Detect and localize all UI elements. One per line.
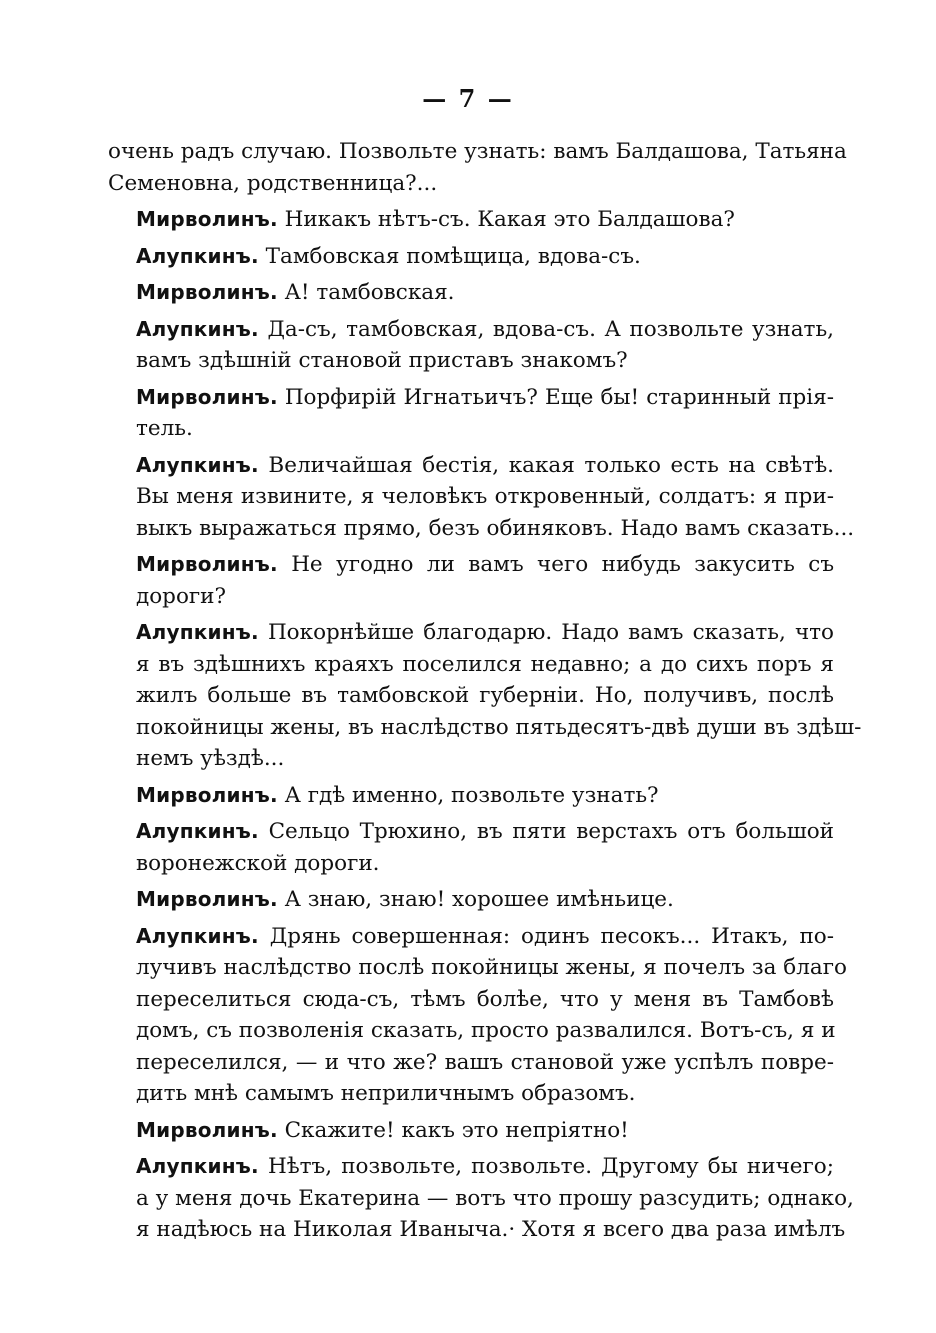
line-text: Вы меня извините, я человѣкъ откровенный, солдатъ: я при-: [136, 484, 834, 509]
line-text: очень радъ случаю. Позвольте узнать: вамъ Балдашова, Татьяна: [108, 139, 847, 164]
text-line: [108, 921, 834, 953]
text-line: [108, 884, 834, 916]
speaker-name: Алупкинъ.: [136, 316, 259, 341]
text-line: [108, 581, 834, 613]
text-line: [108, 780, 834, 812]
line-text: немъ уѣздѣ...: [136, 746, 285, 771]
line-text: Величайшая бестія, какая только есть на свѣтѣ.: [268, 452, 834, 478]
line-text: домъ, съ позволенія сказать, просто развалился. Вотъ-съ, я и: [136, 1018, 836, 1043]
line-text: Да-съ, тамбовская, вдова-съ. А позвольте узнать,: [267, 316, 834, 342]
line-text: Скажите! какъ это непріятно!: [284, 1117, 629, 1143]
line-text: я надѣюсь на Николая Иваныча.· Хотя я всего два раза имѣлъ: [136, 1217, 846, 1242]
text-line: [108, 984, 834, 1016]
text-line: [108, 481, 834, 513]
line-text: Никакъ нѣтъ-съ. Какая это Балдашова?: [284, 207, 735, 232]
text-line: [108, 314, 834, 346]
line-text: вамъ здѣшній становой приставъ знакомъ?: [136, 348, 628, 373]
line-text: Покорнѣйше благодарю. Надо вамъ сказать, что: [267, 620, 835, 645]
text-line: [108, 1214, 846, 1246]
line-text: Порфирій Игнатьичъ? Еще бы! старинный прія-: [284, 384, 834, 410]
text-line: [108, 345, 834, 377]
text-line: [108, 1047, 834, 1079]
text-line: [108, 712, 862, 744]
page-text: [108, 136, 862, 1251]
speaker-name: Алупкинъ.: [136, 620, 259, 644]
line-text: воронежской дороги.: [136, 850, 380, 876]
text-line: [108, 680, 834, 712]
text-line: [108, 848, 834, 880]
speaker-name: Мирволинъ.: [136, 384, 278, 409]
speaker-name: Алупкинъ.: [136, 1154, 259, 1178]
line-text: тель.: [136, 416, 193, 441]
text-line: [108, 952, 847, 984]
line-text: переселиться сюда-съ, тѣмъ болѣе, что у меня въ Тамбовѣ: [136, 986, 834, 1012]
line-text: дороги?: [136, 583, 227, 609]
dialogue-paragraph: [108, 780, 834, 812]
speaker-name: Алупкинъ.: [136, 243, 259, 268]
line-text: дить мнѣ самымъ неприличнымъ образомъ.: [136, 1081, 636, 1106]
line-text: я въ здѣшнихъ краяхъ поселился недавно; а до сихъ поръ я: [136, 651, 834, 677]
dialogue-paragraph: [108, 549, 834, 612]
dialogue-paragraph: [108, 816, 834, 879]
dialogue-paragraph: [108, 921, 847, 1110]
text-line: [108, 1015, 834, 1047]
dialogue-paragraph: [108, 450, 855, 545]
text-line: [108, 1151, 834, 1183]
speaker-name: Мирволинъ.: [136, 207, 278, 231]
speaker-name: Алупкинъ.: [136, 923, 259, 948]
text-line: [108, 413, 834, 445]
line-text: А знаю, знаю! хорошее имѣньице.: [284, 887, 674, 912]
line-text: Нѣтъ, позвольте, позвольте. Другому бы ничего;: [267, 1154, 834, 1179]
line-text: выкъ выражаться прямо, безъ обиняковъ. Надо вамъ сказать...: [136, 515, 855, 541]
line-text: А! тамбовская.: [284, 280, 455, 305]
text-line: [108, 816, 834, 848]
dialogue-paragraph: [108, 617, 862, 775]
line-text: А гдѣ именно, позвольте узнать?: [284, 782, 659, 808]
line-text: а у меня дочь Екатерина — вотъ что прошу разсудить; однако,: [136, 1185, 854, 1211]
dialogue-paragraph: [108, 382, 834, 445]
dialogue-paragraph: [108, 314, 834, 377]
text-line: [108, 136, 847, 168]
text-line: [108, 450, 834, 482]
text-line: [108, 277, 834, 309]
text-line: [108, 1078, 834, 1110]
line-text: Дрянь совершенная: одинъ песокъ... Итакъ, по-: [269, 923, 834, 949]
dialogue-paragraph: [108, 1151, 854, 1246]
speaker-name: Мирволинъ.: [136, 280, 278, 304]
speaker-name: Мирволинъ.: [136, 887, 278, 911]
line-text: Сельцо Трюхино, въ пяти верстахъ отъ большой: [268, 819, 834, 844]
line-text: покойницы жены, въ наслѣдство пятьдесятъ-двѣ души въ здѣш-: [136, 714, 862, 740]
text-line: [108, 513, 855, 545]
line-text: лучивъ наслѣдство послѣ покойницы жены, я почелъ за благо: [136, 955, 847, 980]
dialogue-paragraph: [108, 241, 834, 273]
speaker-name: Алупкинъ.: [136, 819, 259, 843]
page-number: — 7 —: [422, 84, 514, 113]
text-line: [108, 743, 834, 775]
speaker-name: Мирволинъ.: [136, 782, 278, 807]
line-text: Не угодно ли вамъ чего нибудь закусить съ: [291, 552, 834, 577]
line-text: Тамбовская помѣщица, вдова-съ.: [265, 243, 641, 269]
text-line: [108, 1115, 834, 1147]
text-line: [108, 617, 834, 649]
speaker-name: Алупкинъ.: [136, 452, 259, 477]
text-line: [108, 204, 834, 236]
text-paragraph: [108, 136, 847, 199]
text-line: [108, 382, 834, 414]
speaker-name: Мирволинъ.: [136, 1117, 278, 1142]
line-text: жилъ больше въ тамбовской губерніи. Но, получивъ, послѣ: [136, 683, 834, 708]
text-line: [108, 649, 834, 681]
line-text: переселился, — и что же? вашъ становой уже успѣлъ повре-: [136, 1049, 834, 1075]
dialogue-paragraph: [108, 884, 834, 916]
line-text: Семеновна, родственница?...: [108, 170, 438, 196]
text-line: [108, 168, 834, 200]
dialogue-paragraph: [108, 204, 834, 236]
speaker-name: Мирволинъ.: [136, 552, 278, 576]
text-line: [108, 241, 834, 273]
dialogue-paragraph: [108, 277, 834, 309]
text-line: [108, 549, 834, 581]
text-line: [108, 1183, 854, 1215]
dialogue-paragraph: [108, 1115, 834, 1147]
